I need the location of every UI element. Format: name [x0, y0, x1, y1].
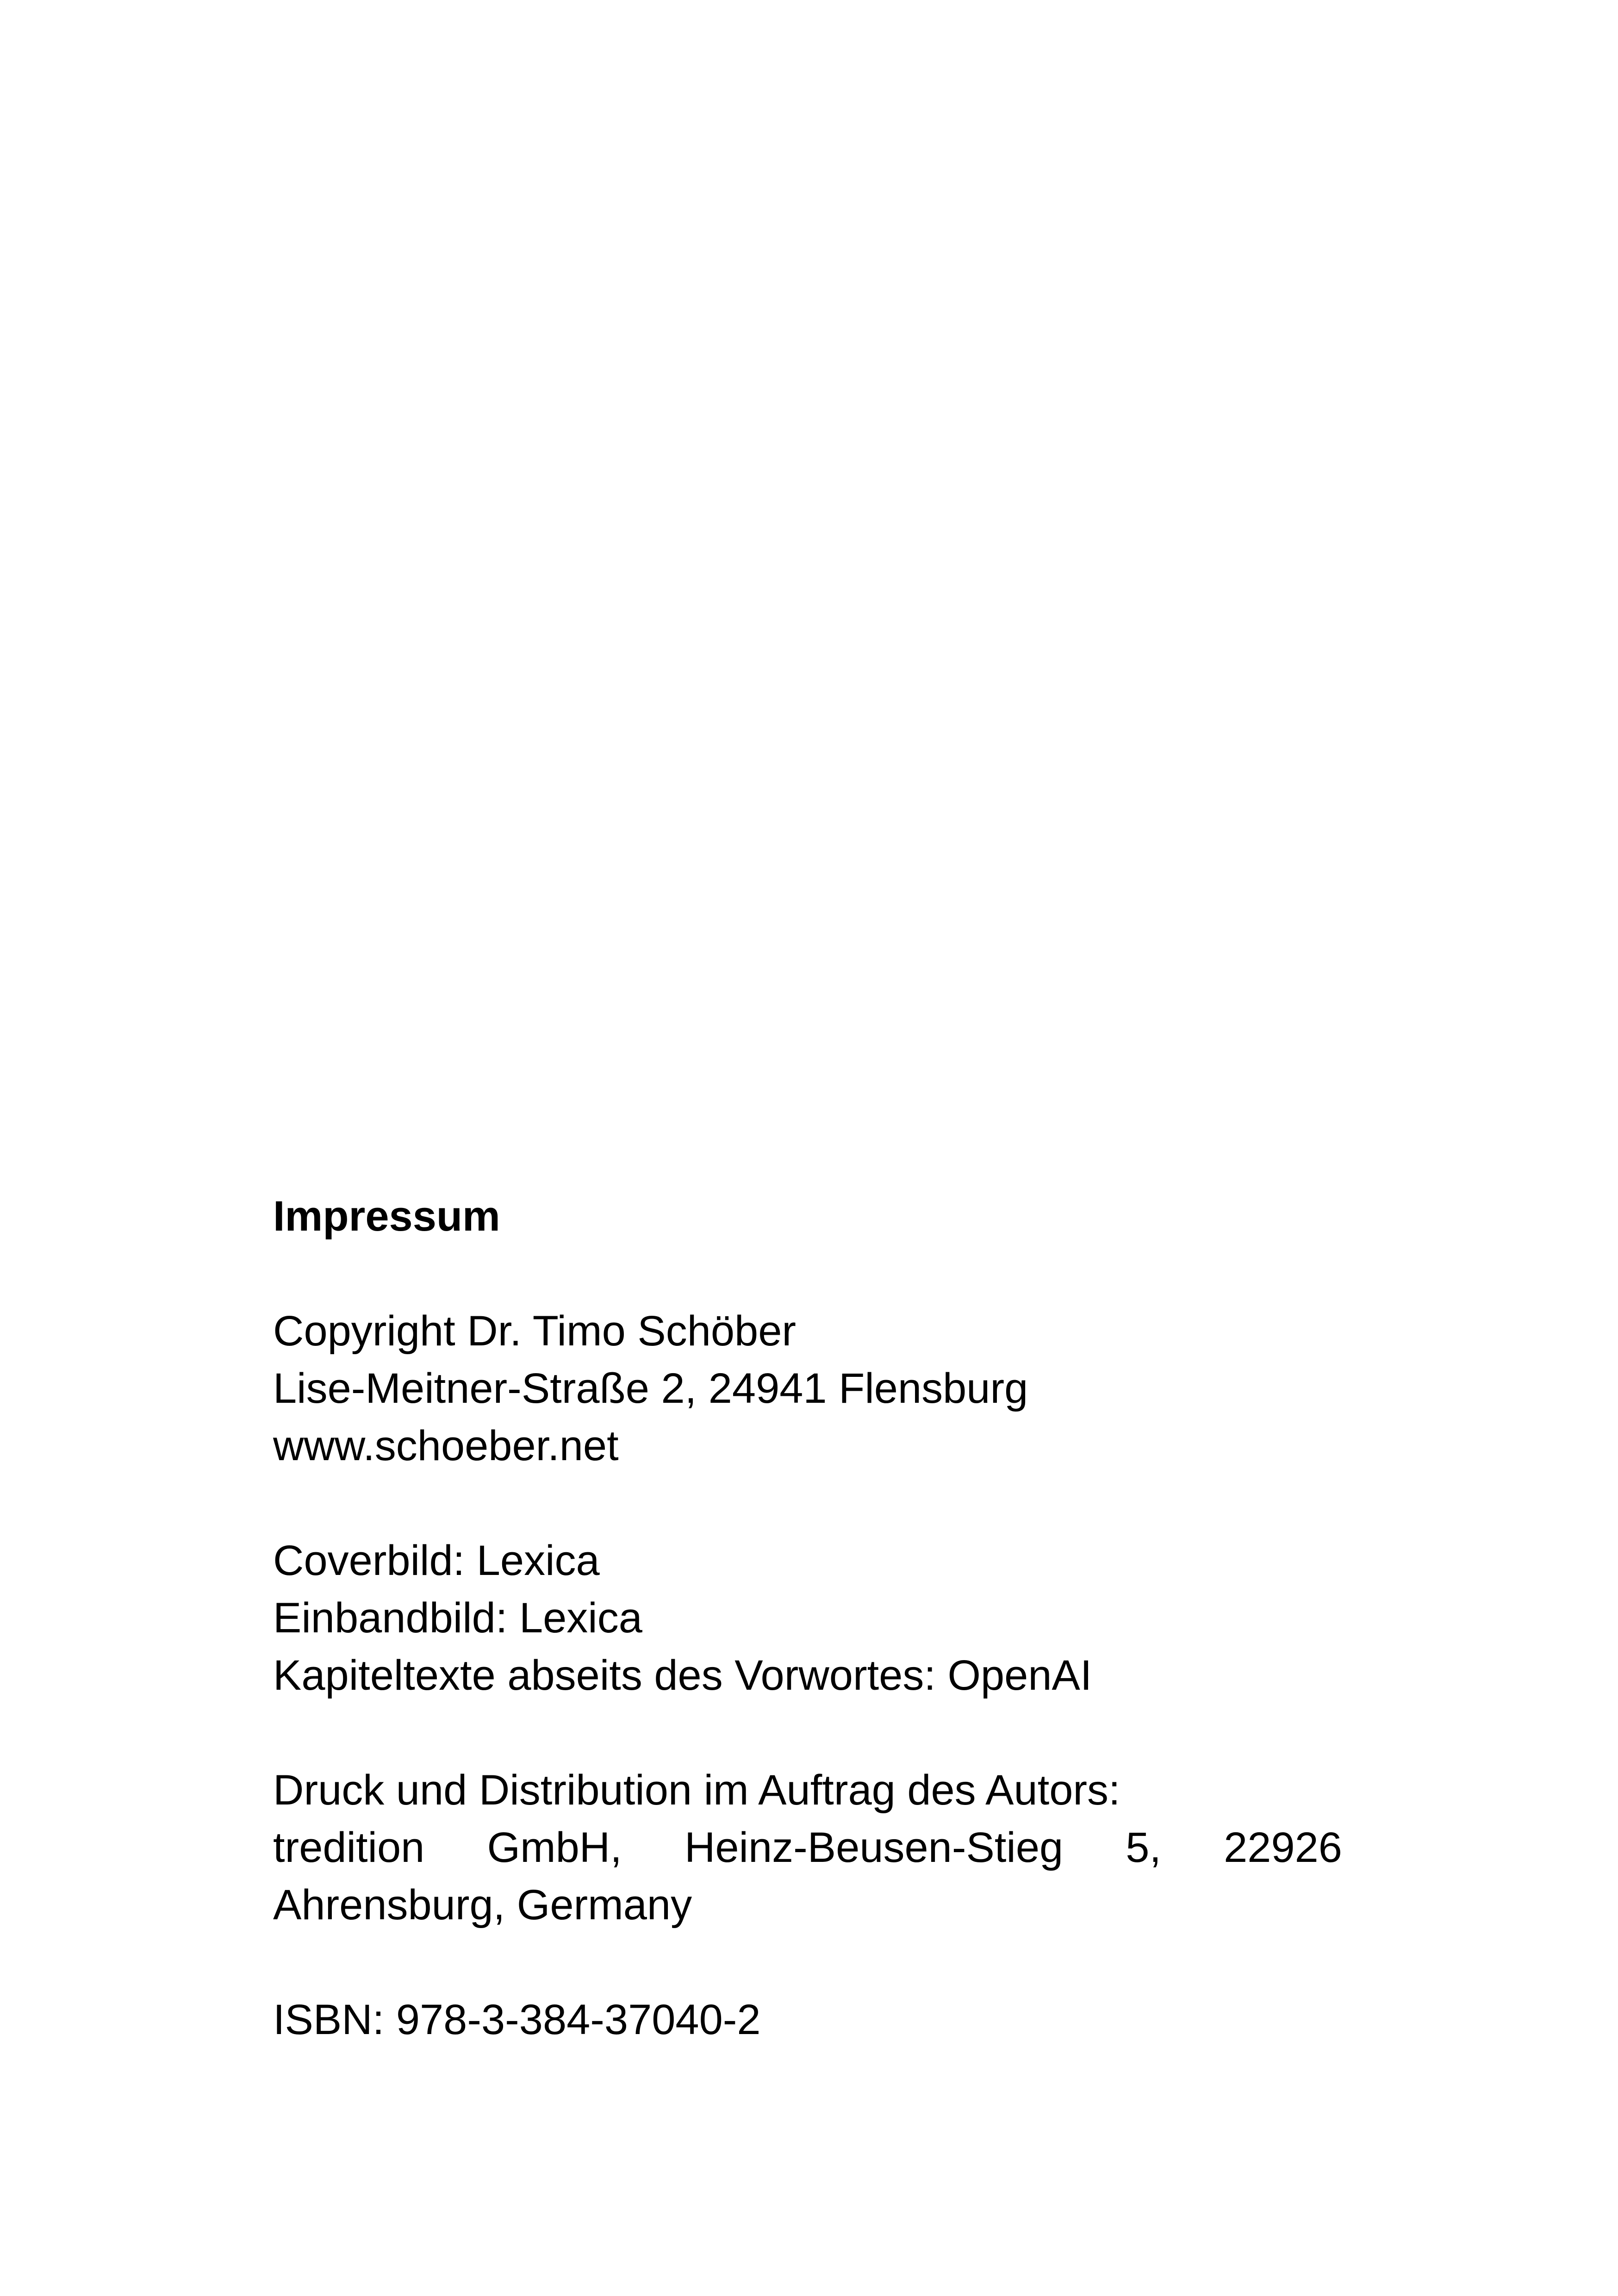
imprint-block — [273, 1188, 1342, 2048]
publisher-address-line — [273, 1819, 1342, 1876]
cover-image-credit: Coverbild: Lexica — [273, 1537, 600, 1584]
publisher-word: Heinz-Beusen-Stieg — [684, 1824, 1064, 1871]
spacer — [273, 1245, 1342, 1302]
publisher-word: 5, — [1126, 1824, 1162, 1871]
isbn-line: ISBN: 978-3-384-37040-2 — [273, 1996, 761, 2043]
publisher-word: 22926 — [1224, 1824, 1342, 1871]
spacer — [273, 1475, 1342, 1532]
copyright-line: Copyright Dr. Timo Schöber — [273, 1307, 797, 1355]
chapter-texts-credit: Kapiteltexte abseits des Vorwortes: OpenAI — [273, 1652, 1092, 1699]
address-line: Lise-Meitner-Straße 2, 24941 Flensburg — [273, 1365, 1028, 1412]
spacer — [273, 1704, 1342, 1761]
print-distribution-line: Druck und Distribution im Auftrag des Autors: — [273, 1767, 1120, 1814]
publisher-word: GmbH, — [487, 1824, 622, 1871]
imprint-heading: Impressum — [273, 1193, 500, 1240]
publisher-word: tredition — [273, 1824, 425, 1871]
binding-image-credit: Einbandbild: Lexica — [273, 1594, 642, 1642]
spacer — [273, 1934, 1342, 1991]
publisher-city-line: Ahrensburg, Germany — [273, 1881, 692, 1929]
website-link[interactable]: www.schoeber.net — [273, 1422, 619, 1469]
